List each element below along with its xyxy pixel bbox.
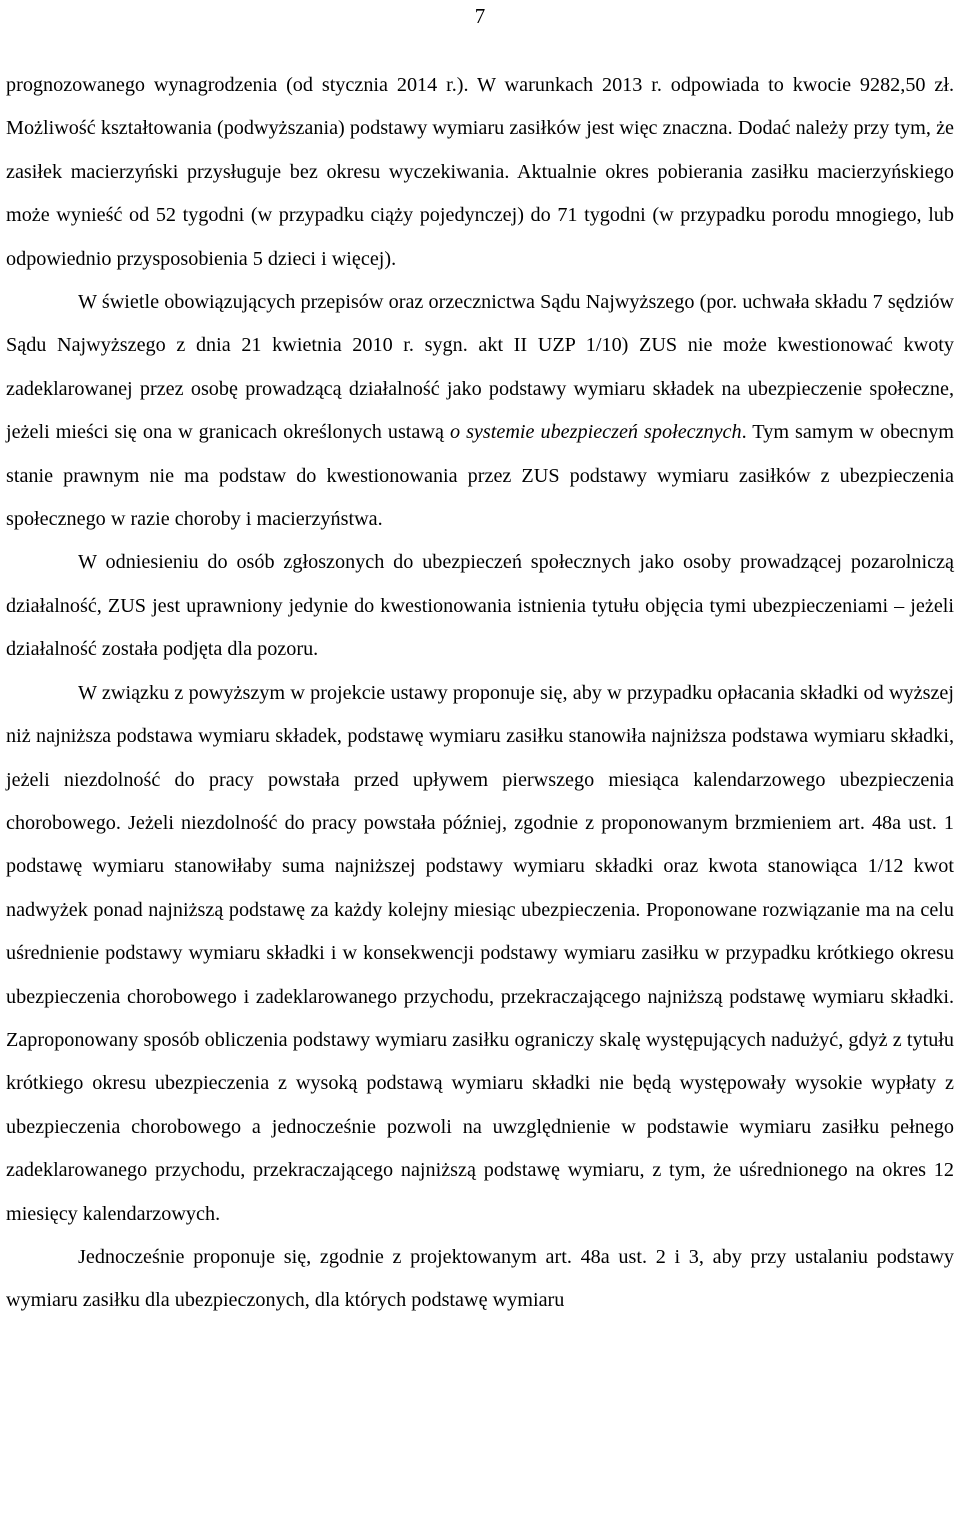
paragraph-2 (6, 281, 954, 541)
page-number: 7 (474, 4, 486, 28)
paragraph-5: Jednocześnie proponuje się, zgodnie z projektowanym art. 48a ust. 2 i 3, aby przy ustalaniu podstawy wymiaru zasiłku dla ubezpieczonych, dla których podstawę wymiaru (6, 1245, 954, 1312)
paragraph-1: prognozowanego wynagrodzenia (od stycznia 2014 r.). W warunkach 2013 r. odpowiada to kwocie 9282,50 zł. Możliwość kształtowania (podwyższania) podstawy wymiaru zasiłków jest więc znaczna. Dodać należy przy tym, że zasiłek macierzyński przysługuje bez okresu wyczekiwania. Aktualnie okres pobierania zasiłku macierzyńskiego może wynieść od 52 tygodni (w przypadku ciąży pojedynczej) do 71 tygodni (w przypadku porodu mnogiego, lub odpowiednio przysposobienia 5 dzieci i więcej). (6, 74, 954, 270)
paragraph-2-text-start: W świetle obowiązujących przepisów oraz orzecznictwa Sądu Najwyższego (por. uchwała składu 7 sędziów Sądu Najwyższego z dnia 21 kwietnia 2010 r. sygn. akt II UZP 1/10) ZUS nie może kwestionować kwoty zadeklarowanej przez osobę prowadzącą działalność jako podstawy wymiaru składek na ubezpieczenie społeczne, jeżeli mieści się ona w granicach określonych ustawą (6, 291, 954, 444)
paragraph-4: W związku z powyższym w projekcie ustawy proponuje się, aby w przypadku opłacania składki od wyższej niż najniższa podstawa wymiaru składek, podstawę wymiaru zasiłku stanowiła najniższa podstawa wymiaru składki, jeżeli niezdolność do pracy powstała przed upływem pierwszego miesiąca kalendarzowego ubezpieczenia chorobowego. Jeżeli niezdolność do pracy powstała później, zgodnie z proponowanym brzmieniem art. 48a ust. 1 podstawę wymiaru stanowiłaby suma najniższej podstawy wymiaru składki oraz kwota stanowiąca 1/12 kwot nadwyżek ponad najniższą podstawę za każdy kolejny miesiąc ubezpieczenia. Proponowane rozwiązanie ma na celu uśrednienie podstawy wymiaru składki i w konsekwencji podstawy wymiaru zasiłku w przypadku krótkiego okresu ubezpieczenia chorobowego i zadeklarowanego przychodu, przekraczającego najniższą podstawę wymiaru składki. Zaproponowany sposób obliczenia podstawy wymiaru zasiłku ograniczy skalę występujących nadużyć, gdyż z tytułu krótkiego okresu ubezpieczenia z wysoką podstawą wymiaru składki nie będą występowały wysokie wypłaty z ubezpieczenia chorobowego a jednocześnie pozwoli na uwzględnienie w podstawie wymiaru zasiłku pełnego zadeklarowanego przychodu, przekraczającego najniższą podstawę wymiaru, z tym, że uśrednionego na okres 12 miesięcy kalendarzowych. (6, 681, 954, 1225)
document-body (6, 64, 954, 1323)
act-title-italic: o systemie ubezpieczeń społecznych (449, 421, 742, 444)
paragraph-3: W odniesieniu do osób zgłoszonych do ubezpieczeń społecznych jako osoby prowadzącej pozarolniczą działalność, ZUS jest uprawniony jedynie do kwestionowania istnienia tytułu objęcia tymi ubezpieczeniami – jeżeli działalność została podjęta dla pozoru. (6, 551, 954, 661)
paragraph-2-text-end: . Tym samym w obecnym stanie prawnym nie ma podstaw do kwestionowania przez ZUS podstawy wymiaru zasiłków z ubezpieczenia społecznego w razie choroby i macierzyństwa. (6, 421, 954, 531)
